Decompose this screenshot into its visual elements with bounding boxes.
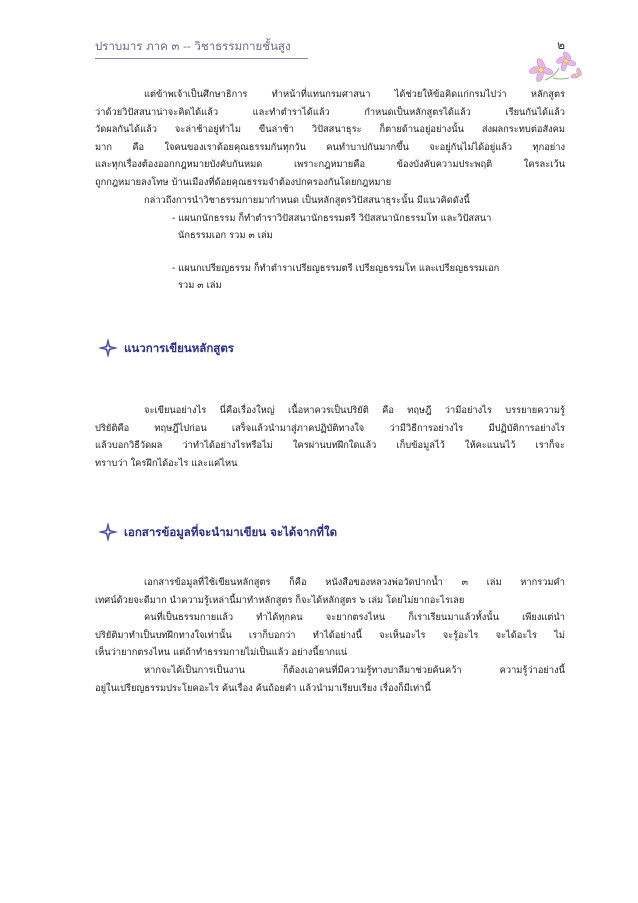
section2-line: เทศน์ด้วยจะดีมาก นำความรู้เหล่านี้มาทำหลักสูตร ก็จะได้หลักสูตร ๖ เล่ม โดยไม่ยากอะไรเลย (95, 594, 465, 606)
section1-line: ทราบว่า ใครฝึกได้อะไร และแค่ไหน (95, 457, 238, 469)
compass-star-icon (98, 522, 118, 542)
section-title: แนวการเขียนหลักสูตร (124, 341, 234, 355)
section2-line: เห็นว่ายากตรงไหน แต่ถ้าทำธรรมกายไม่เป็นแล้ว อย่างนี้ยากแน่ (95, 647, 348, 659)
section1-line: ปริยัติคือ ทฤษฎีไปก่อน เสร็จแล้วนำมาสู่ภาคปฏิบัติทางใจ ว่ามีวิธีการอย่างไร มีปฏิบัติการอย่างไร (95, 422, 565, 434)
section-title: เอกสารข้อมูลที่จะนำมาเขียน จะได้จากที่ใด (124, 525, 338, 539)
section2-line: คนที่เป็นธรรมกายแล้ว ทำได้ทุกคน จะยากตรงไหน ก็เราเรียนมาแล้วทั้งนั้น เพียงแต่นำ (144, 612, 565, 624)
bullet-line: - แผนกเปรียญธรรม ก็ทำตำราเปรียญธรรมตรี เปรียญธรรมโท และเปรียญธรรมเอก (172, 263, 500, 274)
intro-line: และทุกเรื่องต้องออกกฎหมายบังคับกันหมด เพราะกฎหมายคือ ข้องบังคับความประพฤติ ใครละเว้น (95, 159, 565, 171)
bullet-line: - แผนกนักธรรม ก็ทำตำราวิปัสสนานักธรรมตรี วิปัสสนานักธรรมโท และวิปัสสนา (172, 213, 492, 224)
flower-decoration-icon (525, 50, 585, 86)
compass-star-icon (98, 338, 118, 358)
section1-paragraph (95, 402, 565, 472)
intro-line: ถูกกฎหมายลงโทษ บ้านเมืองที่ด้อยคุณธรรมจำต้องปกครองกันโดยกฎหมาย (95, 176, 392, 188)
section2-line: หากจะได้เป็นการเป็นงาน ก็ต้องเอาคนที่มีความรู้ทางบาลีมาช่วยค้นคว้า ความรู้ว่าอย่างนี้ (144, 664, 565, 676)
intro-line: ว่าด้วยวิปัสสนาน่าจะคิดได้แล้ว และทำตำราได้แล้ว กำหนดเป็นหลักสูตรได้แล้ว เรียนกันได้แล้ว (95, 106, 565, 118)
header-title: ปราบมาร ภาค ๓ -- วิชาธรรมกายชั้นสูง (95, 39, 291, 53)
section2-line: อยู่ในเปรียญธรรมประโยคอะไร ค้นเรื่อง ค้นถ้อยคำ แล้วนำมาเรียบเรียง เรื่องก็มีเท่านี้ (95, 682, 431, 694)
intro-line: กล่าวถึงการนำวิชาธรรมกายมากำหนด เป็นหลักสูตรวิปัสสนาธุระนั้น มีแนวคิดดังนี้ (144, 194, 470, 206)
section2-line: เอกสารข้อมูลที่ใช้เขียนหลักสูตร ก็คือ หนังสือของหลวงพ่อวัดปากน้ำ ๓ เล่ม หากรวมคำ (144, 577, 565, 588)
section1-line: แล้วบอกวิธีวัดผล ว่าทำได้อย่างไรหรือไม่ ใครผ่านบทฝึกใดแล้ว เก็บข้อมูลไว้ ให้คะแนนไว้ เราก็จะ (95, 440, 565, 452)
section2-line: ปริยัติมาทำเป็นบทฝึกทางใจเท่านั้น เราก็บอกว่า ทำได้อย่างนี้ จะเห็นอะไร จะรู้อะไร จะได้อะไร ไม่ (95, 629, 565, 641)
section1-line: จะเขียนอย่างไร นี่คือเรื่องใหญ่ เนื้อหาควรเป็นปริยัติ คือ ทฤษฎี ว่ามีอย่างไร บรรยายความรู้ (144, 405, 565, 416)
intro-line: แต่ข้าพเจ้าเป็นศึกษาธิการ ทำหน้าที่แทนกรมศาสนา ได้ช่วยให้ข้อคิดแก่กรมไปว่า หลักสูตร (144, 89, 565, 100)
bullet-line: นักธรรมเอก รวม ๓ เล่ม (178, 230, 273, 242)
bullet-item-1 (172, 210, 491, 245)
intro-line: มาก คือ ใจคนของเราด้อยคุณธรรมกันทุกวัน คนทำบาปกันมากขึ้น จะอยู่กันไม่ได้อยู่แล้ว ทุกอย่าง (95, 141, 565, 153)
page-header (95, 34, 565, 58)
bullet-line: รวม ๓ เล่ม (178, 280, 222, 292)
section2-paragraph (95, 574, 565, 697)
intro-paragraph (95, 86, 565, 209)
intro-line: วัดผลกันได้แล้ว จะล่าช้าอยู่ทำไม ขืนล่าช้า วิปัสสนาธุระ ก็ตายด้านอยู่อย่างนั้น ส่งผลกระทบต่อสังคม (95, 124, 565, 136)
header-underline (95, 58, 308, 59)
bullet-item-2 (172, 260, 499, 295)
page-number: ๒ (557, 38, 565, 52)
